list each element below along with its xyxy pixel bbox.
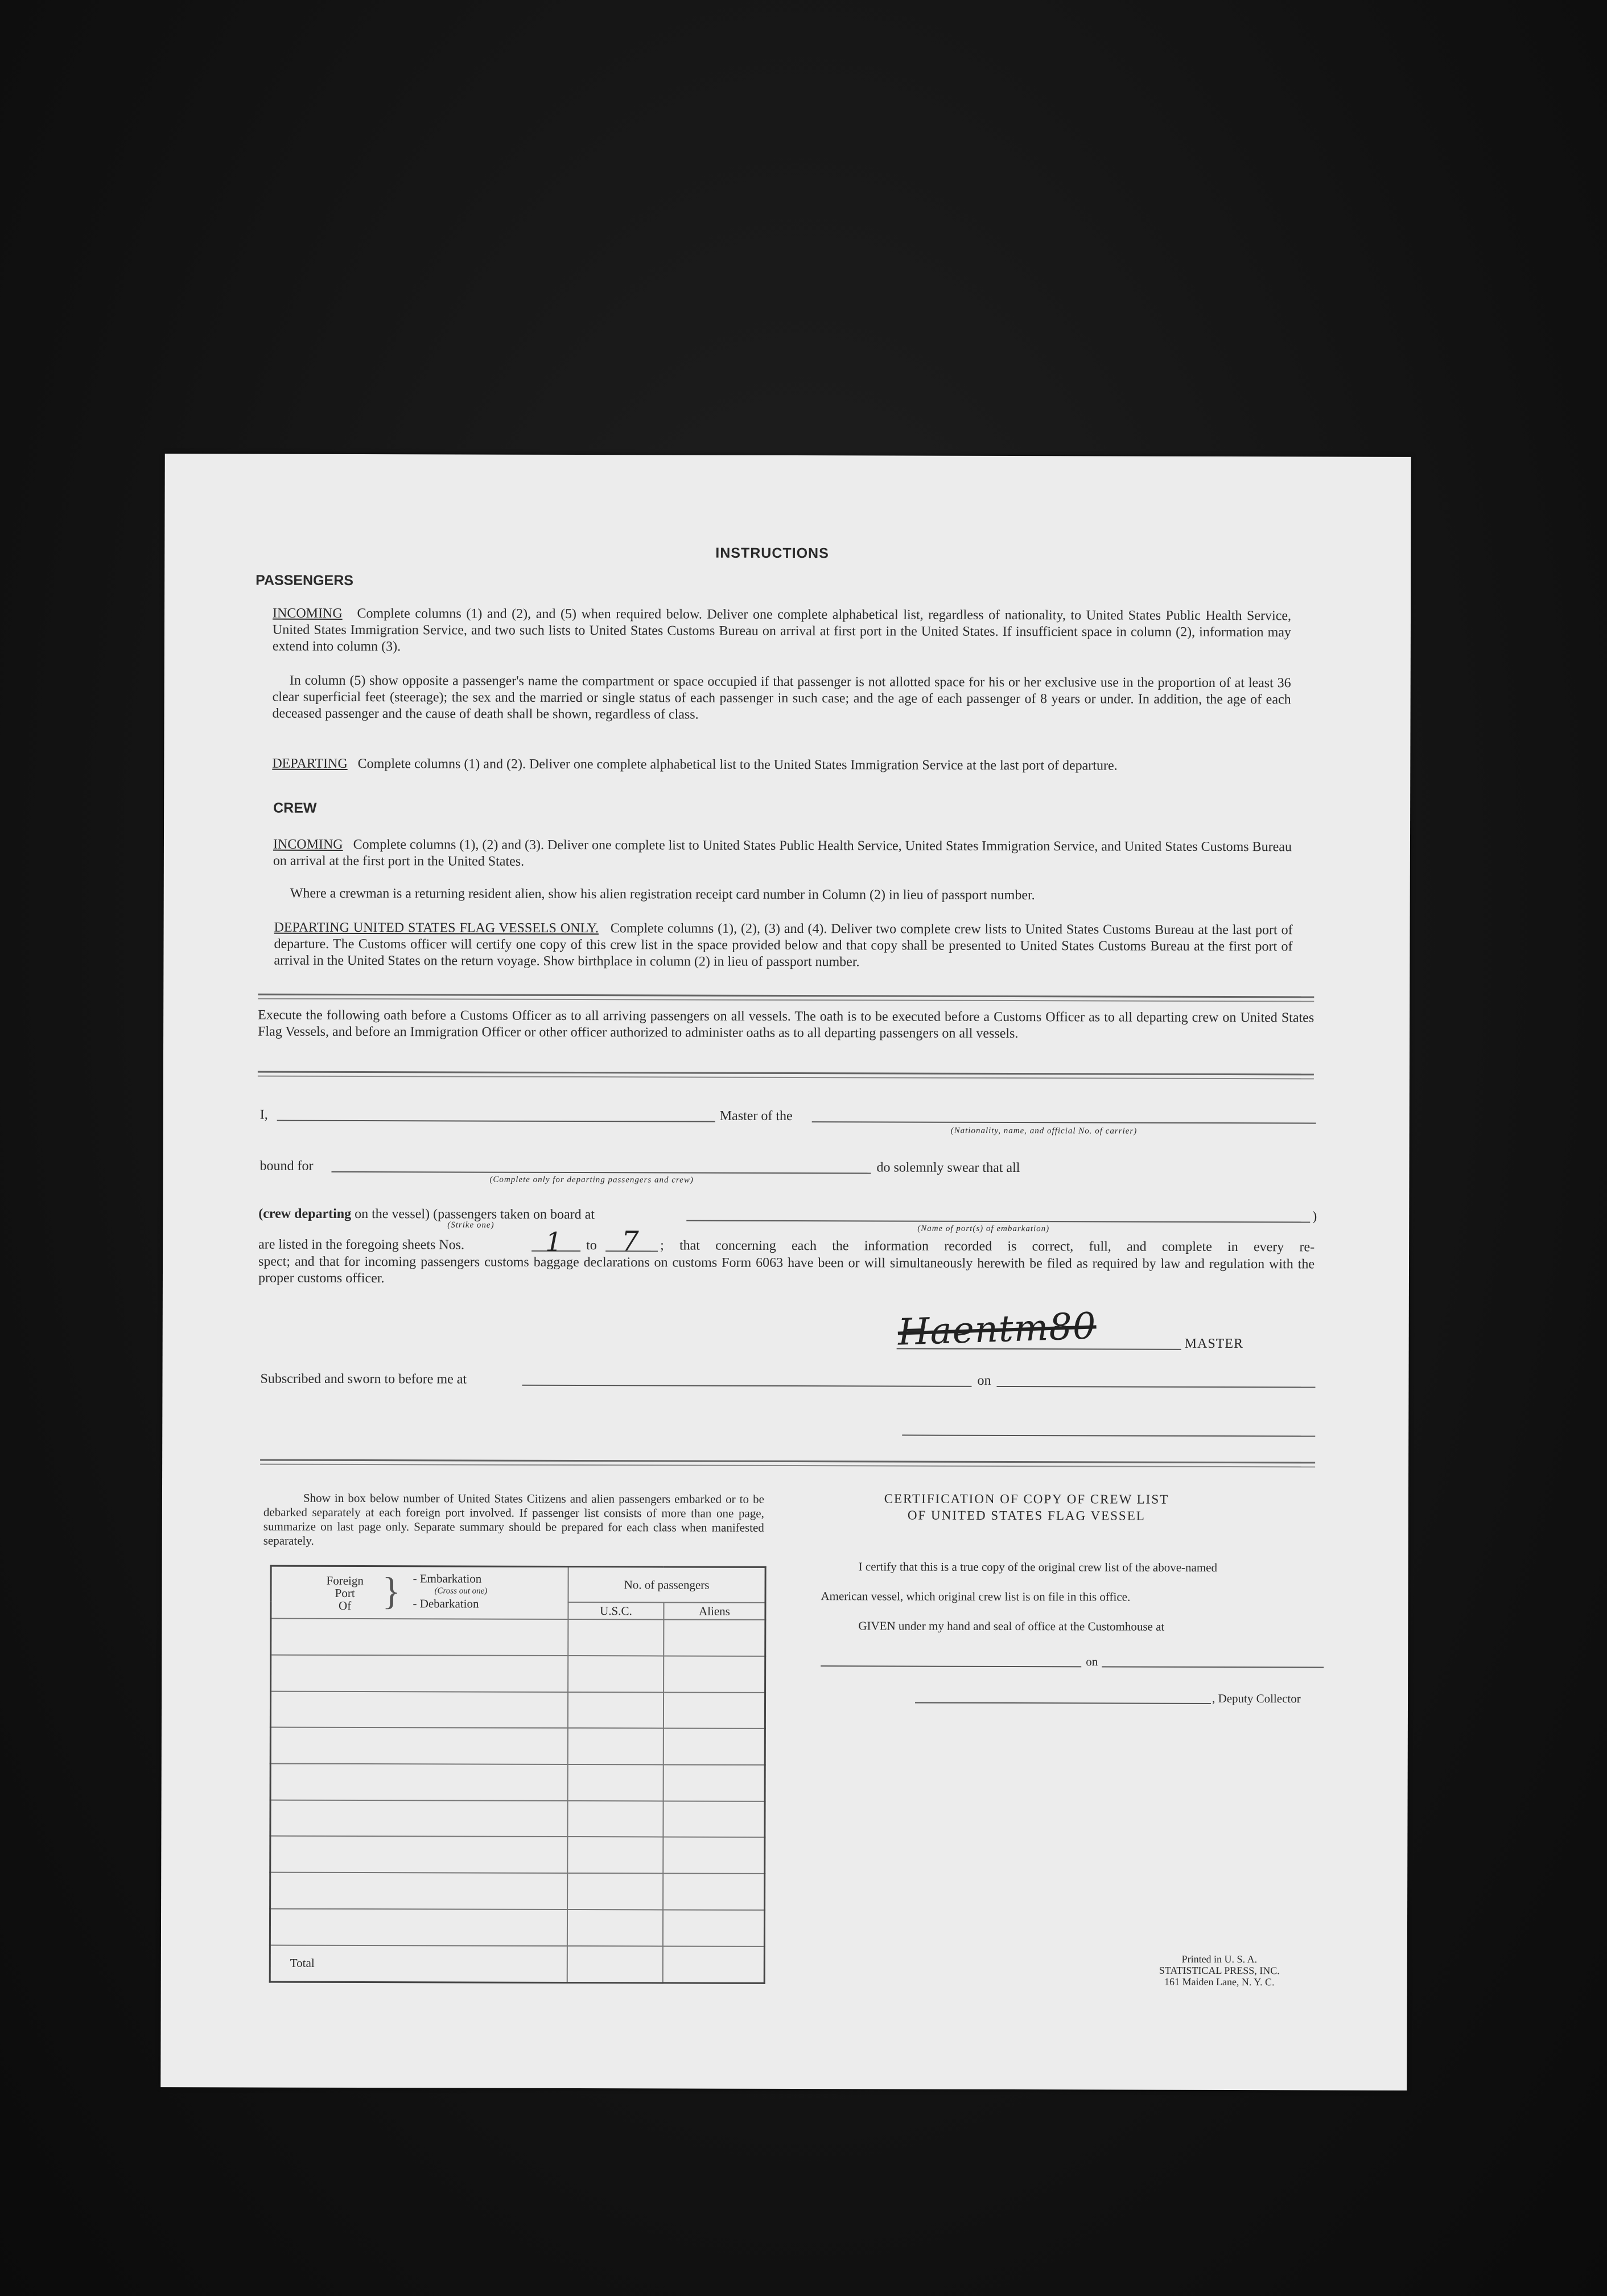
embarkation-caption: (Name of port(s) of embarkation)	[917, 1224, 1050, 1234]
oath-crew-passengers-line	[258, 1207, 595, 1223]
carrier-field[interactable]	[812, 1121, 1316, 1124]
embarkation-port-field[interactable]	[686, 1220, 1310, 1223]
summary-row-port[interactable]	[271, 1619, 568, 1656]
master-name-field[interactable]	[277, 1120, 715, 1122]
summary-row-port[interactable]	[270, 1764, 568, 1801]
summary-row-aliens[interactable]	[664, 1729, 765, 1765]
sheet-to-value: 7	[621, 1225, 639, 1258]
deputy-collector-field[interactable]	[915, 1702, 1211, 1704]
instructions-title: INSTRUCTIONS	[715, 545, 829, 562]
certification-line-2: American vessel, which original crew list is on file in this office.	[821, 1589, 1131, 1604]
summary-row-usc[interactable]	[567, 1910, 663, 1946]
summary-row-usc[interactable]	[567, 1873, 663, 1910]
divider-rule	[260, 1459, 1315, 1468]
crew-departing-text: Complete columns (1), (2), (3) and (4). Deliver two complete crew lists to United States Customs Bureau at the last port of departure. The Customs officer will certify one copy of this crew list in the space provided below and that copy shall be presented to United States Customs Bureau at the first port of arrival in the United States on the return voyage. Show birthplace in column (2) in lieu of passport number.	[274, 921, 1293, 970]
deputy-collector-label: , Deputy Collector	[1212, 1691, 1301, 1706]
passengers-heading: PASSENGERS	[256, 572, 354, 589]
form-page	[160, 454, 1411, 2091]
master-signature: Haentm80	[897, 1305, 1097, 1354]
of-label: Of	[339, 1599, 352, 1613]
summary-row-aliens[interactable]	[663, 1837, 765, 1874]
printer-imprint	[1140, 1953, 1299, 1988]
crew-resident-paragraph: Where a crewman is a returning resident alien, show his alien registration receipt card number in Column (2) in lieu of passport number.	[290, 886, 1035, 903]
subscribed-label: Subscribed and sworn to before me at	[260, 1371, 467, 1387]
on-vessel-label: on the vessel)	[355, 1207, 430, 1222]
summary-row-aliens[interactable]	[664, 1620, 765, 1656]
listed-text-1: are listed in the foregoing sheets Nos.	[258, 1237, 465, 1253]
passengers-departing-paragraph	[272, 756, 1291, 775]
foreign-label: Foreign	[326, 1574, 364, 1588]
bound-for-label: bound for	[259, 1158, 314, 1174]
total-usc[interactable]	[567, 1946, 663, 1983]
summary-instructions: Show in box below number of United States Citizens and alien passengers embarked or to be debarked separately at each foreign port involved. If passenger list consists of more than one page, summarize on last page only. Separate summary should be prepared for each class when manifested separately.	[263, 1491, 764, 1548]
brace-icon: }	[382, 1569, 401, 1613]
summary-row-port[interactable]	[271, 1655, 568, 1692]
master-of-label: Master of the	[719, 1108, 793, 1124]
passengers-departing-label: DEPARTING	[272, 756, 348, 771]
certification-line-1: I certify that this is a true copy of the original crew list of the above-named	[858, 1560, 1218, 1574]
summary-row-port[interactable]	[270, 1909, 567, 1946]
close-paren: )	[1312, 1209, 1317, 1224]
summary-row-aliens[interactable]	[663, 1801, 765, 1837]
summary-row-usc[interactable]	[568, 1728, 664, 1764]
foreign-port-header	[271, 1566, 568, 1619]
certification-title	[819, 1490, 1234, 1524]
certification-date-field[interactable]	[1102, 1666, 1324, 1668]
crew-departing-label: DEPARTING UNITED STATES FLAG VESSELS ONLY.	[274, 920, 599, 936]
summary-row-aliens[interactable]	[664, 1765, 765, 1801]
summary-row-port[interactable]	[270, 1727, 568, 1764]
swear-label: do solemnly swear that all	[876, 1160, 1020, 1176]
port-label: Port	[335, 1586, 355, 1600]
oath-i-label: I,	[259, 1107, 268, 1122]
crew-heading: CREW	[273, 800, 317, 816]
summary-row-port[interactable]	[270, 1836, 568, 1873]
summary-row-aliens[interactable]	[663, 1874, 765, 1910]
summary-row-usc[interactable]	[568, 1764, 664, 1801]
bound-for-field[interactable]	[331, 1171, 871, 1174]
total-label: Total	[270, 1945, 567, 1982]
crew-departing-paragraph	[274, 920, 1292, 972]
crew-incoming-paragraph	[273, 837, 1292, 873]
summary-row-usc[interactable]	[568, 1692, 664, 1729]
passengers-incoming-paragraph	[273, 606, 1291, 658]
printer-line-3: 161 Maiden Lane, N. Y. C.	[1164, 1976, 1275, 1988]
sheet-from-value: 1	[545, 1226, 562, 1257]
subscribed-on-label: on	[977, 1373, 991, 1388]
nationality-caption: (Nationality, name, and official No. of carrier)	[950, 1126, 1138, 1136]
subscribed-date-field[interactable]	[996, 1386, 1315, 1388]
strike-one-caption: (Strike one)	[447, 1220, 495, 1230]
aliens-header: Aliens	[664, 1603, 765, 1620]
listed-text-3: spect; and that for incoming passengers customs baggage declarations on customs Form 6063 have been or will simultaneously herewith be filed as required by law and regulation with the proper customs officer.	[258, 1254, 1315, 1286]
passenger-summary-table	[269, 1565, 767, 1984]
customhouse-field[interactable]	[821, 1665, 1081, 1667]
usc-header: U.S.C.	[568, 1602, 664, 1620]
summary-row-port[interactable]	[270, 1691, 568, 1728]
summary-row-aliens[interactable]	[664, 1656, 765, 1692]
summary-row-usc[interactable]	[567, 1837, 663, 1873]
certification-title-line-1: CERTIFICATION OF COPY OF CREW LIST	[884, 1491, 1169, 1507]
summary-row-usc[interactable]	[568, 1656, 664, 1692]
subscribed-place-field[interactable]	[522, 1385, 971, 1387]
passengers-taken-label: (passengers taken on board at	[433, 1207, 595, 1223]
summary-row-aliens[interactable]	[663, 1910, 765, 1946]
to-label: to	[586, 1238, 597, 1253]
summary-row-usc[interactable]	[567, 1801, 663, 1837]
crew-departing-label: (crew departing	[258, 1206, 352, 1221]
debarkation-label: - Debarkation	[413, 1596, 479, 1611]
passengers-incoming-label: INCOMING	[272, 606, 343, 621]
passengers-column5-paragraph: In column (5) show opposite a passenger's name the compartment or space occupied if that passenger is not allotted space for his or her exclusive use in the proportion of at least 36 clear superficial feet (steerage); the sex and the married or single status of each passenger in such case; and the age of each passenger of 8 years or under. In addition, the age of each deceased passenger and the cause of death shall be shown, regardless of class.	[272, 673, 1291, 722]
divider-rule	[258, 994, 1314, 1002]
summary-row-aliens[interactable]	[664, 1692, 765, 1729]
passengers-departing-text: Complete columns (1) and (2). Deliver one complete alphabetical list to the United States Immigration Service at the last port of departure.	[357, 756, 1118, 773]
master-label: MASTER	[1184, 1336, 1244, 1352]
crew-incoming-text: Complete columns (1), (2) and (3). Deliver one complete list to United States Public Health Service, United States Immigration Service, and United States Customs Bureau on arrival at the first port in the United States.	[273, 837, 1292, 869]
total-aliens[interactable]	[663, 1946, 765, 1983]
printer-line-2: STATISTICAL PRESS, INC.	[1159, 1964, 1280, 1977]
oath-intro: Execute the following oath before a Customs Officer as to all arriving passengers on all vessels. The oath is to be executed before a Customs Officer as to all departing crew on United States Flag Vessels, and before an Immigration Officer or other officer authorized to administer oaths as to all departing passengers on all vessels.	[258, 1007, 1315, 1042]
summary-row-port[interactable]	[270, 1800, 568, 1837]
bound-for-caption: (Complete only for departing passengers and crew)	[489, 1175, 694, 1185]
certification-line-3: GIVEN under my hand and seal of office at the Customhouse at	[858, 1619, 1165, 1633]
summary-row-port[interactable]	[270, 1873, 568, 1910]
certification-on-label: on	[1086, 1655, 1098, 1669]
crew-incoming-label: INCOMING	[273, 837, 343, 852]
listed-text-2: ; that concerning each the information recorded is correct, full, and complete in every re-	[660, 1238, 1315, 1255]
summary-row-usc[interactable]	[568, 1619, 664, 1656]
no-passengers-header: No. of passengers	[568, 1567, 765, 1603]
officer-signature-field[interactable]	[902, 1435, 1315, 1437]
divider-rule	[258, 1071, 1314, 1080]
certification-title-line-2: OF UNITED STATES FLAG VESSEL	[907, 1508, 1145, 1523]
printer-line-1: Printed in U. S. A.	[1181, 1953, 1258, 1965]
embarkation-label: - Embarkation	[413, 1571, 482, 1586]
cross-out-caption: (Cross out one)	[434, 1586, 488, 1596]
passengers-incoming-text: Complete columns (1) and (2), and (5) when required below. Deliver one complete alphabetical list, regardless of nationality, to United States Public Health Service, United States Immigration Service, and two such lists to United States Customs Bureau on arrival at first port in the United States. If insufficient space in column (2), information may extend into column (3).	[272, 606, 1292, 655]
